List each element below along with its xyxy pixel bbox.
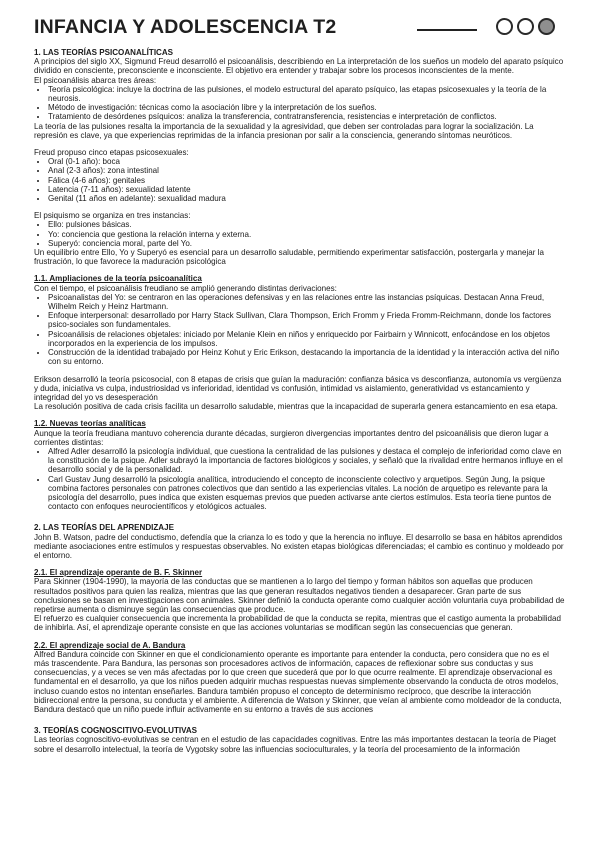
page-header [34,14,566,48]
list-item: • Ello: pulsiones básicas. [48,220,566,229]
paragraph: La resolución positiva de cada crisis facilita un desarrollo saludable, mientras que la incapacidad de superarla genera estancamiento en esa etapa. [34,402,558,412]
list-item: • Alfred Adler desarrolló la psicología individual, que cuestiona la centralidad de las pulsiones y destaca el complejo de inferioridad como clave en la constitución de la psique. Adler subrayó la importancia de factores biológicos y sociales, y señaló que la rivalidad entre hermanos influye en el desarrollo social y de la personalidad. [48,447,566,475]
list-item: • Tratamiento de desórdenes psíquicos: analiza la transferencia, contratransferencia, resistencias e interpretación de conflictos. [48,112,566,121]
list-item: • Latencia (7-11 años): sexualidad latente [48,185,566,194]
paragraph: El refuerzo es cualquier consecuencia que incrementa la probabilidad de que la conducta se repita, mientras que el castigo aumenta la probabilidad de inhibirla. Así, el aprendizaje operante consiste en que las acciones voluntarias se modifican según las consecuencias que generan. [34,614,561,633]
list-item: • Enfoque interpersonal: desarrollado por Harry Stack Sullivan, Clara Thompson, Erich Fromm y Frieda Fromm-Reichmann, donde los factores psico-sociales son fundamentales. [48,311,566,329]
paragraph: Las teorías cognoscitivo-evolutivas se centran en el estudio de las capacidades cognitivas. Entre las más importantes destacan la teoría de Piaget sobre el desarrollo intelectual, la teoría de Vygotsky sobre las influencias socioculturales, y la teoría del procesamiento de la información [34,735,557,754]
subsection-heading: 2.2. El aprendizaje social de A. Bandura [34,640,186,650]
paragraph: John B. Watson, padre del conductismo, defendía que la crianza lo es todo y que la herencia no influye. El desarrollo se basa en hábitos aprendidos mediante asociaciones entre estímulos y respuestas observables. No existen etapas biológicas diferenciadas; el cambio es continuo y moldeado por el entorno. [34,532,564,560]
list-item: • Anal (2-3 años): zona intestinal [48,166,566,175]
page-title: INFANCIA Y ADOLESCENCIA T2 [34,16,337,38]
paragraph: La teoría de las pulsiones resalta la importancia de la sexualidad y la agresividad, que deben ser controladas para lograr la socialización. La represión es clave, ya que experiencias reprimidas de la infancia presionan por salir a la consciencia, generando síntomas neuróticos. [34,121,534,140]
subsection-heading: 1.1. Ampliaciones de la teoría psicoanalítica [34,274,202,284]
filled-circle-icon [538,18,555,35]
paragraph: Para Skinner (1904-1990), la mayoría de las conductas que se mantienen a lo largo del tiempo y forman hábitos son aquellas que producen resultados positivos para quien las realiza, mientras que las que generan resultados negativos tienden a desaparecer. Gran parte de sus conclusiones se basan en investigaciones con animales. Skinner definió la conducta operante como cualquier acción voluntaria cuya probabilidad de repetirse aumenta o disminuye según las consecuencias que produce. [34,577,565,614]
header-rule [417,29,477,31]
paragraph: Con el tiempo, el psicoanálisis freudiano se amplió generando distintas derivaciones: [34,283,337,293]
circle-icon [496,18,513,35]
list-item: • Construcción de la identidad trabajado por Heinz Kohut y Eric Erikson, destacando la importancia de la identidad y la interacción activa del niño con su entorno. [48,348,566,366]
list-item: • Psicoanálisis de relaciones objetales: iniciado por Melanie Klein en niños y enriquecido por Fairbairn y Winnicott, enfocándose en los objetos incorporados en la experiencia de los impulsos. [48,330,566,348]
paragraph: A principios del siglo XX, Sigmund Freud desarrolló el psicoanálisis, describiendo en La interpretación de los sueños un modelo del aparato psíquico dividido en consciente, preconsciente e inconsciente. El objetivo era entender y trabajar sobre los procesos inconscientes de la mente. [34,57,564,76]
derivations-list [34,293,566,367]
paragraph: Erikson desarrolló la teoría psicosocial, con 8 etapas de crisis que guían la maduración: confianza básica vs desconfianza, autonomía vs vergüenza y duda, iniciativa vs culpa, industriosidad vs inferioridad, identidad vs confusión, intimidad vs aislamiento, generatividad vs estancamiento y integridad del yo vs desesperación [34,374,562,402]
paragraph: Freud propuso cinco etapas psicosexuales: [34,148,189,158]
stages-list [34,157,566,203]
areas-list [34,85,566,122]
list-item: • Oral (0-1 año): boca [48,157,566,166]
list-item: • Psicoanalistas del Yo: se centraron en las operaciones defensivas y en las relaciones entre las instancias psíquicas. Destacan Anna Freud, Wilhelm Reich y Heinz Hartmann. [48,293,566,311]
list-item: • Yo: conciencia que gestiona la relación interna y externa. [48,230,566,239]
instances-list [34,220,566,248]
section-heading: 3. TEORÍAS COGNOSCITIVO-EVOLUTIVAS [34,726,198,736]
subsection-heading: 1.2. Nuevas teorías analíticas [34,419,146,429]
paragraph: Aunque la teoría freudiana mantuvo coherencia durante décadas, surgieron divergencias importantes dentro del psicoanálisis que dieron lugar a corrientes distintas: [34,428,549,447]
subsection-heading: 2.1. El aprendizaje operante de B. F. Skinner [34,568,203,578]
circle-icon [517,18,534,35]
list-item: • Genital (11 años en adelante): sexualidad madura [48,194,566,203]
list-item: • Teoría psicológica: incluye la doctrina de las pulsiones, el modelo estructural del aparato psíquico, las etapas psicosexuales y la teoría de la neurosis. [48,85,566,103]
list-item: • Superyó: conciencia moral, parte del Yo. [48,239,566,248]
header-dots [496,18,555,35]
paragraph: El psiquismo se organiza en tres instancias: [34,211,191,221]
list-item: • Fálica (4-6 años): genitales [48,176,566,185]
section-heading: 1. LAS TEORÍAS PSICOANALÍTICAS [34,48,174,57]
paragraph: Alfred Bandura coincide con Skinner en que el condicionamiento operante es importante para entender la conducta, pero considera que no es el más trascendente. Para Bandura, las personas son procesadores activos de información, capaces de reflexionar sobre sus conductas y sus consecuencias, y a veces se ven más afectadas por lo que creen que sucederá que por lo que ocurre realmente. El aprendizaje observacional es fundamental en el desarrollo, ya que los niños pueden adquirir muchas respuestas nuevas simplemente observando la conducta de otros modelos, incluso cuando estos no intentan enseñarles. Bandura también propuso el concepto de determinismo recíproco, que describe la interacción bidireccional entre la persona, su conducta y el ambiente. A diferencia de Watson y Skinner, que veían al ambiente como moldeador de la conducta, Bandura destacó que un niño puede influir activamente en su entorno a través de sus acciones [34,649,562,714]
list-item: • Carl Gustav Jung desarrolló la psicología analítica, introduciendo el concepto de inconsciente colectivo y arquetipos. Según Jung, la psique combina factores personales con patrones colectivos que dan sentido a las experiencias vitales. La noción de arquetipo es relevante para la psicología del desarrollo, pues indica que existen esquemas previos que pueden activarse ante ciertos estímulos. Esta teoría tiene puntos de contacto con enfoques neurocientíficos y etológicos actuales. [48,475,566,512]
section-heading: 2. LAS TEORÍAS DEL APRENDIZAJE [34,523,174,533]
document-body [34,48,566,754]
new-theories-list [34,447,566,511]
paragraph: Un equilibrio entre Ello, Yo y Superyó es esencial para un desarrollo saludable, permitiendo experimentar satisfacción, postergarla y manejar la frustración, lo que favorece la maduración psicológica [34,248,544,267]
paragraph: El psicoanálisis abarca tres áreas: [34,75,157,85]
list-item: • Método de investigación: técnicas como la asociación libre y la interpretación de los sueños. [48,103,566,112]
